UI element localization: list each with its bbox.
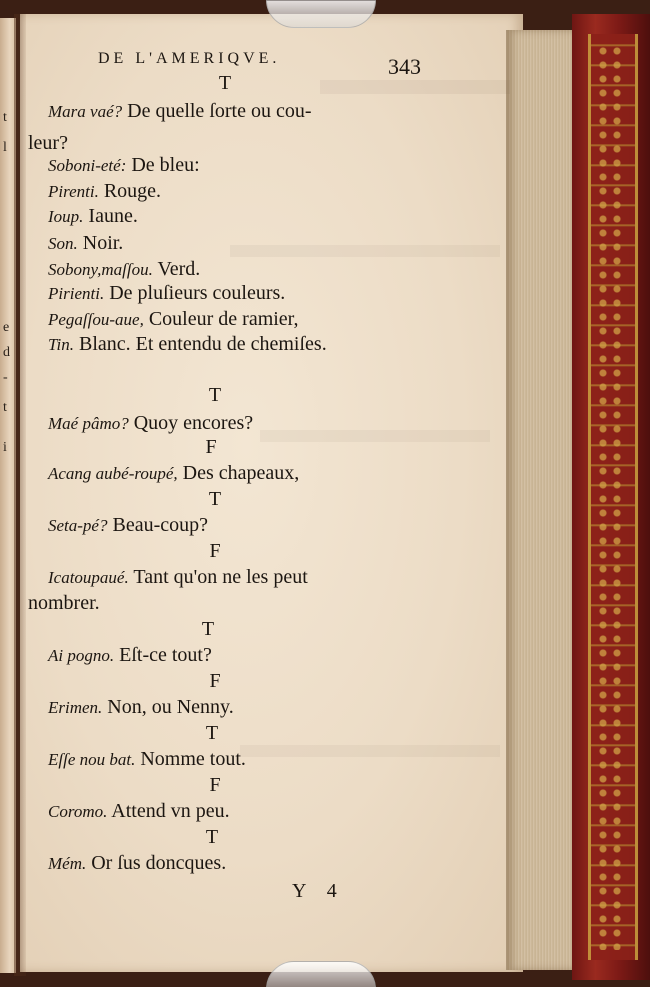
tupi-term: Pirenti. xyxy=(48,182,99,201)
tupi-term: Coromo. xyxy=(48,802,108,821)
tupi-term: Soboni-eté: xyxy=(48,156,127,175)
speaker-marker: T xyxy=(208,488,222,510)
page-number: 343 xyxy=(388,54,421,79)
french-gloss: Eſt-ce tout? xyxy=(119,644,212,666)
gutter-shadow xyxy=(14,14,26,976)
french-gloss: De pluſieurs couleurs. xyxy=(109,282,286,304)
vocabulary-entry xyxy=(48,514,208,537)
bottom-page-clip xyxy=(266,961,376,987)
vocabulary-entry xyxy=(48,282,285,305)
vocabulary-entry xyxy=(48,205,138,228)
vocabulary-entry xyxy=(48,748,246,771)
french-gloss: Quoy encores? xyxy=(133,412,254,434)
tupi-term: Seta-pé? xyxy=(48,516,108,535)
vocabulary-entry xyxy=(48,800,230,823)
vocabulary-entry xyxy=(48,644,212,667)
running-head: DE L'AMERIQVE. xyxy=(98,50,281,67)
show-through xyxy=(320,80,510,94)
vocabulary-entry xyxy=(48,566,308,589)
top-page-clip xyxy=(266,0,376,28)
french-gloss: Couleur de ramier, xyxy=(148,308,299,330)
speaker-marker: F xyxy=(209,670,221,692)
margin-letter: t xyxy=(3,400,7,415)
french-gloss: Nomme tout. xyxy=(140,748,246,770)
tupi-term: Mara vaé? xyxy=(48,102,123,121)
margin-letter: t xyxy=(3,110,7,125)
french-gloss: Des chapeaux, xyxy=(182,462,300,484)
tupi-term: Sobony,maſſou. xyxy=(48,260,153,279)
margin-letter: i xyxy=(3,440,7,455)
vocabulary-entry xyxy=(48,462,299,485)
continuation-line: leur? xyxy=(28,132,68,154)
vocabulary-entry xyxy=(48,412,253,435)
french-gloss: Beau-coup? xyxy=(112,514,208,536)
tupi-term: Icatoupaué. xyxy=(48,568,129,587)
vocabulary-entry xyxy=(48,232,123,255)
vocabulary-entry xyxy=(48,308,299,331)
tupi-term: Eſſe nou bat. xyxy=(48,750,136,769)
speaker-marker: T xyxy=(205,826,219,848)
signature-mark: Y 4 xyxy=(292,880,345,902)
vocabulary-entry xyxy=(48,154,200,177)
tupi-term: Acang aubé-roupé, xyxy=(48,464,178,483)
speaker-marker: T xyxy=(205,722,219,744)
speaker-marker: T xyxy=(218,72,232,94)
french-gloss: Noir. xyxy=(82,232,124,254)
margin-letter: d xyxy=(3,345,10,360)
vocabulary-entry xyxy=(48,696,234,719)
speaker-marker: F xyxy=(209,540,221,562)
french-gloss: De quelle ſorte ou cou- xyxy=(127,100,312,122)
tupi-term: Maé pâmo? xyxy=(48,414,129,433)
french-gloss: Iaune. xyxy=(88,205,138,227)
show-through xyxy=(260,430,490,442)
speaker-marker: T xyxy=(208,384,222,406)
tupi-term: Pegaſſou-aue, xyxy=(48,310,144,329)
tupi-term: Erimen. xyxy=(48,698,103,717)
tupi-term: Ioup. xyxy=(48,207,84,226)
tupi-term: Pirienti. xyxy=(48,284,105,303)
speaker-marker: T xyxy=(201,618,215,640)
tupi-term: Ai pogno. xyxy=(48,646,115,665)
vocabulary-entry xyxy=(48,258,200,281)
french-gloss: Blanc. Et entendu de chemiſes. xyxy=(79,333,327,355)
show-through xyxy=(230,245,500,257)
gilt-ornaments xyxy=(596,44,624,950)
speaker-marker: F xyxy=(205,436,217,458)
margin-letter: e xyxy=(3,320,10,335)
french-gloss: Or ſus doncques. xyxy=(91,852,227,874)
continuation-line: nombrer. xyxy=(28,592,100,614)
vocabulary-entry xyxy=(48,180,161,203)
tupi-term: Tin. xyxy=(48,335,74,354)
french-gloss: Rouge. xyxy=(103,180,162,202)
vocabulary-entry xyxy=(48,333,327,356)
french-gloss: De bleu: xyxy=(131,154,200,176)
tupi-term: Mém. xyxy=(48,854,87,873)
vocabulary-entry xyxy=(48,100,312,123)
vocabulary-entry xyxy=(48,852,226,875)
speaker-marker: F xyxy=(209,774,221,796)
tupi-term: Son. xyxy=(48,234,78,253)
margin-letter: l xyxy=(3,140,7,155)
french-gloss: Non, ou Nenny. xyxy=(107,696,234,718)
page-fore-edge xyxy=(506,30,572,970)
french-gloss: Attend vn peu. xyxy=(111,800,230,822)
show-through xyxy=(240,745,500,757)
french-gloss: Tant qu'on ne les peut xyxy=(133,566,308,588)
french-gloss: Verd. xyxy=(157,258,201,280)
margin-letter: - xyxy=(3,370,8,385)
